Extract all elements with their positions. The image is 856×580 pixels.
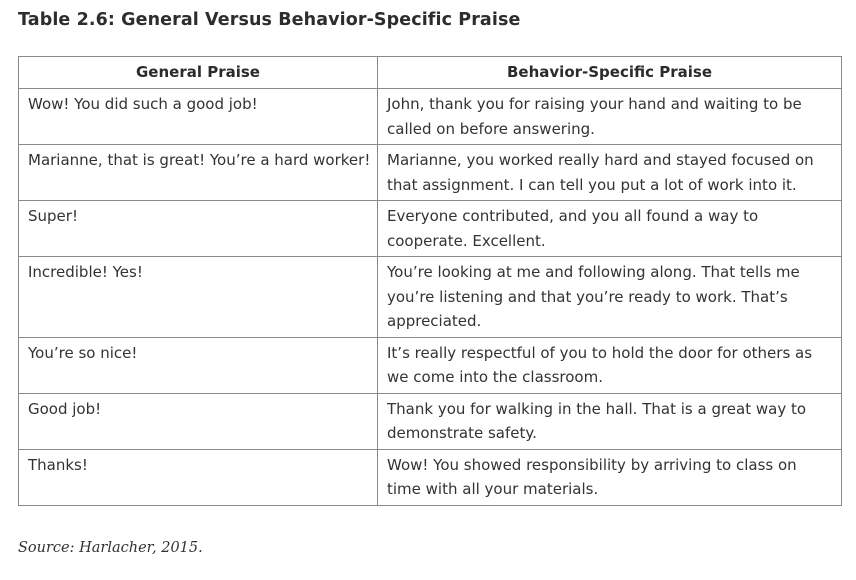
column-header-specific: Behavior-Specific Praise — [378, 57, 842, 89]
specific-praise-cell: Thank you for walking in the hall. That is a great way to demonstrate safety. — [378, 393, 842, 449]
specific-praise-cell: Marianne, you worked really hard and stayed focused on that assignment. I can tell you put a lot of work into it. — [378, 145, 842, 201]
table-title: Table 2.6: General Versus Behavior-Specific Praise — [18, 10, 521, 30]
general-praise-cell: Marianne, that is great! You’re a hard worker! — [19, 145, 378, 201]
table-row — [19, 393, 842, 449]
source-citation: Source: Harlacher, 2015. — [18, 540, 203, 556]
general-praise-cell: Thanks! — [19, 449, 378, 505]
specific-praise-cell: Everyone contributed, and you all found a way to cooperate. Excellent. — [378, 201, 842, 257]
table-row — [19, 145, 842, 201]
specific-praise-cell: You’re looking at me and following along. That tells me you’re listening and that you’re ready to work. That’s appreciated. — [378, 257, 842, 338]
specific-praise-cell: It’s really respectful of you to hold the door for others as we come into the classroom. — [378, 337, 842, 393]
table-header-row — [19, 57, 842, 89]
table-row — [19, 89, 842, 145]
table-row — [19, 257, 842, 338]
general-praise-cell: You’re so nice! — [19, 337, 378, 393]
specific-praise-cell: John, thank you for raising your hand and waiting to be called on before answering. — [378, 89, 842, 145]
table-row — [19, 337, 842, 393]
general-praise-cell: Wow! You did such a good job! — [19, 89, 378, 145]
table-row — [19, 449, 842, 505]
column-header-general: General Praise — [19, 57, 378, 89]
specific-praise-cell: Wow! You showed responsibility by arriving to class on time with all your materials. — [378, 449, 842, 505]
praise-table — [18, 56, 842, 506]
table-row — [19, 201, 842, 257]
general-praise-cell: Good job! — [19, 393, 378, 449]
general-praise-cell: Super! — [19, 201, 378, 257]
general-praise-cell: Incredible! Yes! — [19, 257, 378, 338]
